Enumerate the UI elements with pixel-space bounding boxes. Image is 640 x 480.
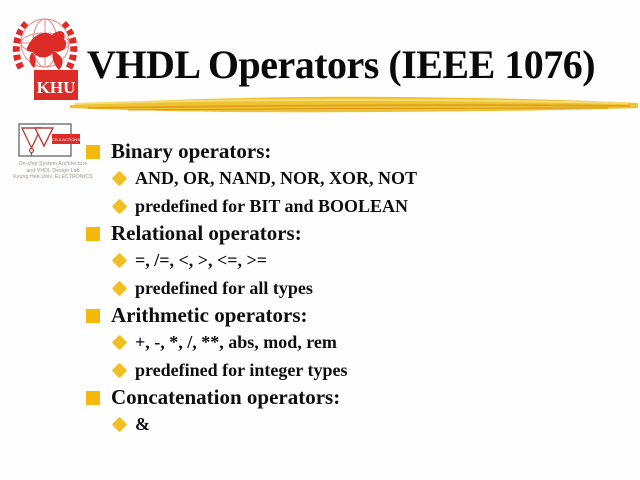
lab-caption-line: and VHDL Design Lab (26, 167, 80, 174)
section-item-label: predefined for all types (135, 277, 313, 298)
lab-caption-line: On-chip System Architecture (18, 161, 88, 167)
diamond-bullet-icon (112, 335, 128, 351)
section-item (86, 411, 634, 438)
section-item-label: =, /=, <, >, <=, >= (135, 250, 268, 271)
square-bullet-icon (86, 309, 100, 323)
section-item (86, 274, 634, 301)
section-heading-label: Arithmetic operators: (111, 302, 308, 327)
section-heading (86, 138, 634, 165)
section-item (86, 356, 634, 383)
section-heading (86, 302, 634, 329)
diamond-bullet-icon (112, 198, 128, 214)
diamond-bullet-icon (112, 253, 128, 269)
diamond-bullet-icon (112, 280, 128, 296)
diamond-bullet-icon (112, 362, 128, 378)
content-list (86, 138, 634, 438)
lab-logo (12, 122, 94, 190)
khu-abbrev-label: KHU (36, 78, 76, 97)
section-item-label: predefined for integer types (135, 359, 348, 380)
section-item-label: AND, OR, NAND, NOR, XOR, NOT (135, 168, 417, 189)
section-item (86, 165, 634, 192)
lab-caption (12, 161, 94, 181)
lab-caption-line: Kyung Hee Univ. ELECTRONICS (13, 174, 93, 180)
square-bullet-icon (86, 227, 100, 241)
section-item-label: +, -, *, /, **, abs, mod, rem (135, 332, 337, 353)
section-heading (86, 384, 634, 411)
section-item-label: & (135, 414, 150, 435)
diamond-bullet-icon (112, 171, 128, 187)
section-heading (86, 220, 634, 247)
lab-circuit-icon (12, 122, 92, 160)
section-heading-label: Concatenation operators: (111, 384, 341, 409)
section-heading-label: Binary operators: (111, 139, 272, 164)
square-bullet-icon (86, 391, 100, 405)
title-underline-swoosh (68, 90, 640, 116)
section-item-label: predefined for BIT and BOOLEAN (135, 195, 409, 216)
lab-banner-label: CS & ACTIONS (51, 137, 81, 142)
page-title: VHDL Operators (IEEE 1076) (87, 42, 596, 87)
section-item (86, 247, 634, 274)
section-item (86, 329, 634, 356)
section-heading-label: Relational operators: (111, 221, 302, 246)
square-bullet-icon (86, 145, 100, 159)
diamond-bullet-icon (112, 417, 128, 433)
section-item (86, 193, 634, 220)
